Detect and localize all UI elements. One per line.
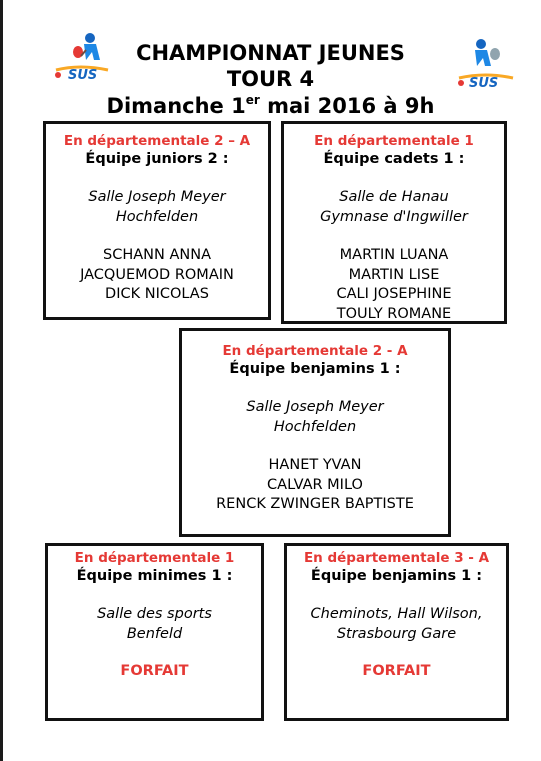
forfeit-status: FORFAIT xyxy=(120,663,189,679)
team-name: Équipe benjamins 1 : xyxy=(310,568,483,584)
date-suffix: mai 2016 à 9h xyxy=(259,94,435,118)
event-date xyxy=(0,94,541,118)
player-name: DICK NICOLAS xyxy=(105,286,209,302)
venue-line: Salle de Hanau xyxy=(339,189,449,205)
player-name: MARTIN LUANA xyxy=(339,247,449,263)
team-name: Équipe cadets 1 : xyxy=(323,151,465,167)
team-name: Équipe minimes 1 : xyxy=(76,568,233,584)
player-name: CALI JOSEPHINE xyxy=(336,286,452,302)
venue-line: Salle des sports xyxy=(97,606,212,622)
club-logo-text: SUS xyxy=(469,76,499,91)
venue-line: Cheminots, Hall Wilson, xyxy=(310,606,483,622)
title-line-1: CHAMPIONNAT JEUNES xyxy=(136,41,405,65)
venue-line: Gymnase d'Ingwiller xyxy=(320,208,468,225)
team-box-minimes-1 xyxy=(45,543,264,721)
venue-line: Strasbourg Gare xyxy=(336,625,457,642)
venue-line: Hochfelden xyxy=(115,208,199,225)
division-label: En départementale 3 - A xyxy=(303,550,490,566)
date-superscript: er xyxy=(245,93,260,107)
player-name: SCHANN ANNA xyxy=(103,247,211,263)
player-name: TOULY ROMANE xyxy=(336,305,452,322)
team-box-benjamins-1-d3 xyxy=(284,543,509,721)
title-line-2: TOUR 4 xyxy=(226,67,315,91)
player-name: RENCK ZWINGER BAPTISTE xyxy=(216,496,414,512)
team-name: Équipe benjamins 1 : xyxy=(229,361,401,377)
division-label: En départementale 2 - A xyxy=(222,343,408,359)
forfeit-status: FORFAIT xyxy=(362,663,431,679)
team-box-juniors-2 xyxy=(43,121,271,320)
player-name: HANET YVAN xyxy=(268,457,362,473)
venue-line: Salle Joseph Meyer xyxy=(88,189,226,205)
date-prefix: Dimanche 1 xyxy=(106,94,246,118)
player-name: MARTIN LISE xyxy=(348,266,440,283)
team-box-benjamins-1 xyxy=(179,328,451,537)
division-label: En départementale 1 xyxy=(74,550,235,566)
division-label: En départementale 2 – A xyxy=(63,133,251,149)
team-name: Équipe juniors 2 : xyxy=(85,151,229,167)
division-label: En départementale 1 xyxy=(314,133,474,149)
club-logo-text: SUS xyxy=(68,68,98,83)
venue-line: Salle Joseph Meyer xyxy=(246,399,384,415)
venue-line: Hochfelden xyxy=(273,418,357,435)
player-name: CALVAR MILO xyxy=(267,476,363,493)
team-box-cadets-1 xyxy=(281,121,507,324)
player-name: JACQUEMOD ROMAIN xyxy=(80,266,234,283)
venue-line: Benfeld xyxy=(126,625,183,642)
